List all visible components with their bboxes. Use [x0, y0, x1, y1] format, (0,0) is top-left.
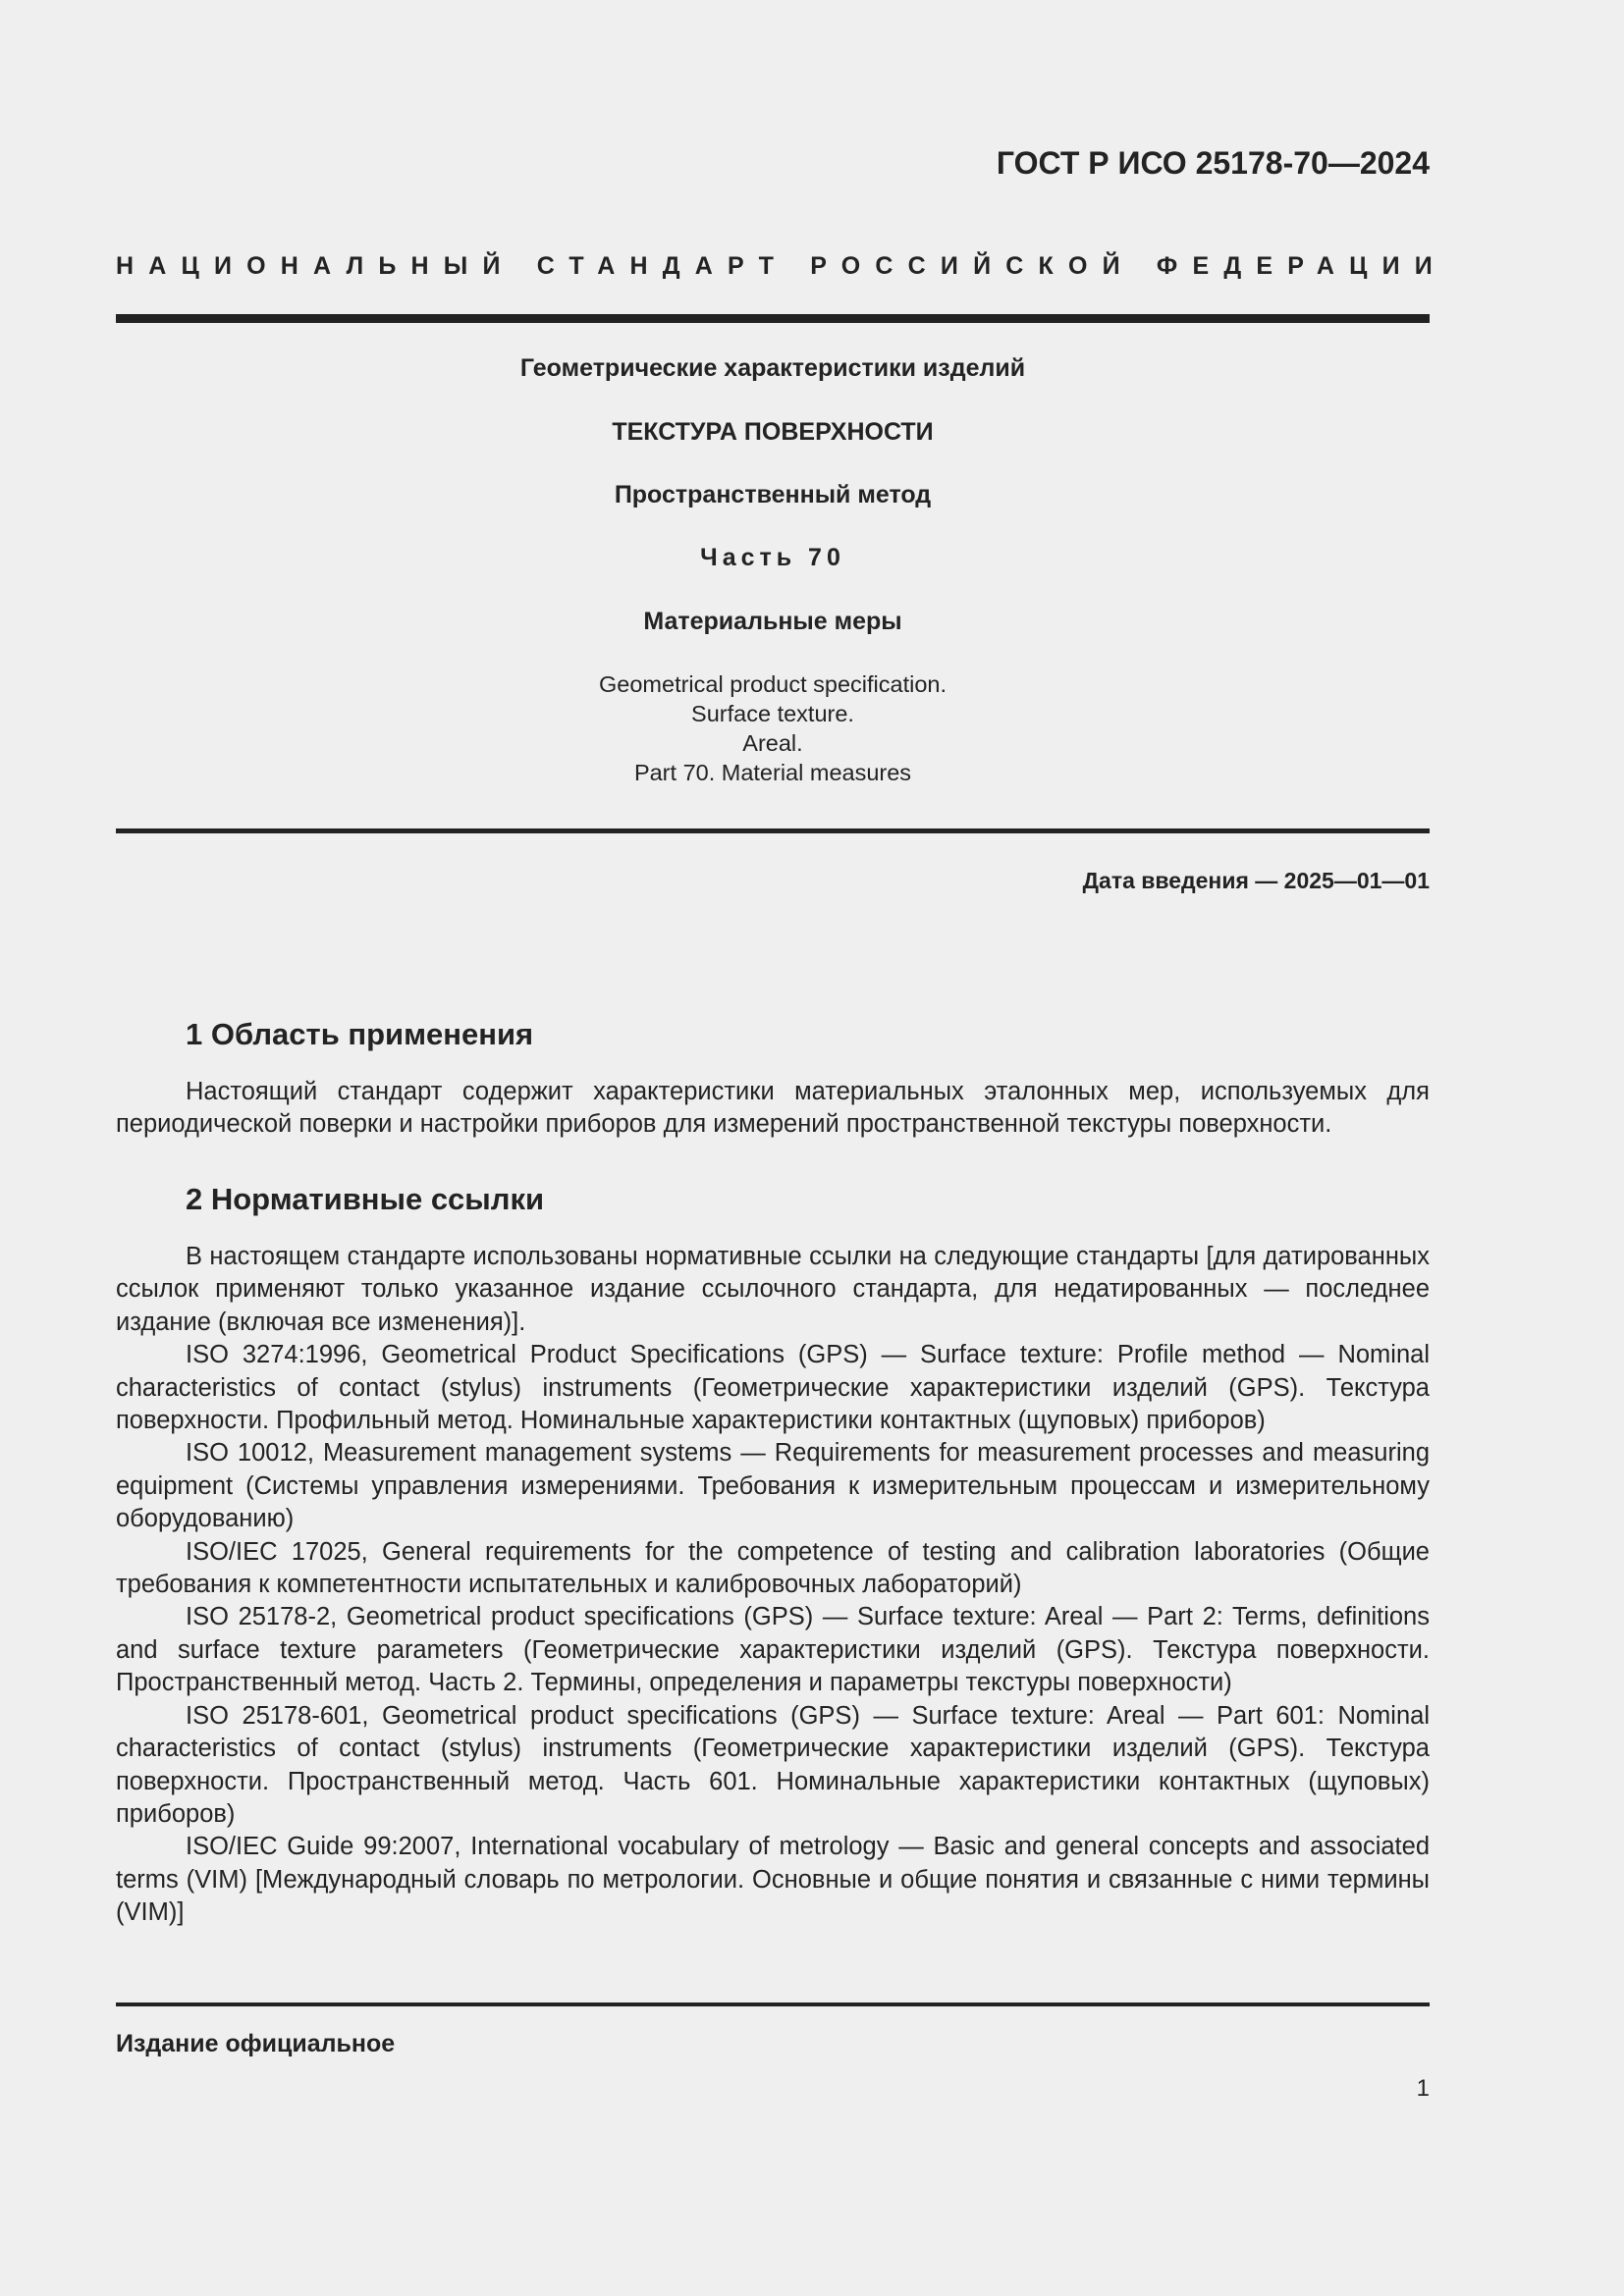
national-standard-title: НАЦИОНАЛЬНЫЙ СТАНДАРТ РОССИЙСКОЙ ФЕДЕРАЦИИ [116, 252, 1447, 280]
english-title-line: Part 70. Material measures [633, 760, 912, 785]
section-2-body [116, 1241, 1430, 1930]
english-title-line: Areal. [742, 730, 803, 756]
top-rule [116, 314, 1430, 323]
section-2-intro: В настоящем стандарте использованы нормативные ссылки на следующие стандарты [для датированных ссылок применяют только указанное издание ссылочного стандарта, для недатированных — последнее издание (включая все изменения)]. [116, 1243, 1430, 1336]
official-edition-label: Издание официальное [116, 2030, 396, 2057]
reference-item: ISO 10012, Measurement management systems — Requirements for measurement processes and measuring equipment (Системы управления измерениями. Требования к измерительным процессам и измерительному оборудованию) [116, 1439, 1430, 1533]
title-line-3: Пространственный метод [614, 481, 932, 508]
reference-item: ISO 25178-2, Geometrical product specifications (GPS) — Surface texture: Areal — Part 2: Terms, definitions and surface texture parameters (Геометрические характеристики изделий (GPS). Текстура поверхности. Пространственный метод. Часть 2. Термины, определения и параметры текстуры поверхности) [116, 1603, 1430, 1697]
section-1-body [116, 1076, 1430, 1142]
reference-item: ISO/IEC Guide 99:2007, International vocabulary of metrology — Basic and general concepts and associated terms (VIM) [Международный словарь по метрологии. Основные и общие понятия и связанные с ними термины (VIM)] [116, 1833, 1430, 1927]
introduction-date: Дата введения — 2025—01—01 [1082, 868, 1430, 893]
section-1-paragraph: Настоящий стандарт содержит характеристики материальных эталонных мер, используемых для периодической поверки и настройки приборов для измерений пространственной текстуры поверхности. [116, 1078, 1430, 1139]
section-2-heading: 2 Нормативные ссылки [186, 1182, 545, 1216]
title-bottom-rule [116, 828, 1430, 833]
title-part-number: Часть 70 [700, 544, 845, 571]
english-title-line: Surface texture. [691, 701, 854, 726]
title-line-2: ТЕКСТУРА ПОВЕРХНОСТИ [612, 418, 934, 446]
title-line-1: Геометрические характеристики изделий [519, 354, 1026, 382]
title-line-5: Материальные меры [643, 608, 902, 635]
page-number: 1 [1416, 2075, 1430, 2102]
reference-item: ISO 3274:1996, Geometrical Product Specifications (GPS) — Surface texture: Profile method — Nominal characteristics of contact (stylus) instruments (Геометрические характеристики изделий (GPS). Текстура поверхности. Профильный метод. Номинальные характеристики контактных (щуповых) приборов) [116, 1341, 1430, 1435]
reference-item: ISO/IEC 17025, General requirements for the competence of testing and calibration laboratories (Общие требования к компетентности испытательных и калибровочных лабораторий) [116, 1537, 1430, 1599]
standard-id: ГОСТ Р ИСО 25178-70—2024 [996, 145, 1430, 181]
footer-rule [116, 2002, 1430, 2006]
section-1-heading: 1 Область применения [186, 1017, 534, 1051]
reference-item: ISO 25178-601, Geometrical product specifications (GPS) — Surface texture: Areal — Part 601: Nominal characteristics of contact (stylus) instruments (Геометрические характеристики изделий (GPS). Текстура поверхности. Пространственный метод. Часть 601. Номинальные характеристики контактных (щуповых) приборов) [116, 1701, 1430, 1828]
english-title [116, 669, 1430, 787]
english-title-line: Geometrical product specification. [599, 671, 947, 697]
